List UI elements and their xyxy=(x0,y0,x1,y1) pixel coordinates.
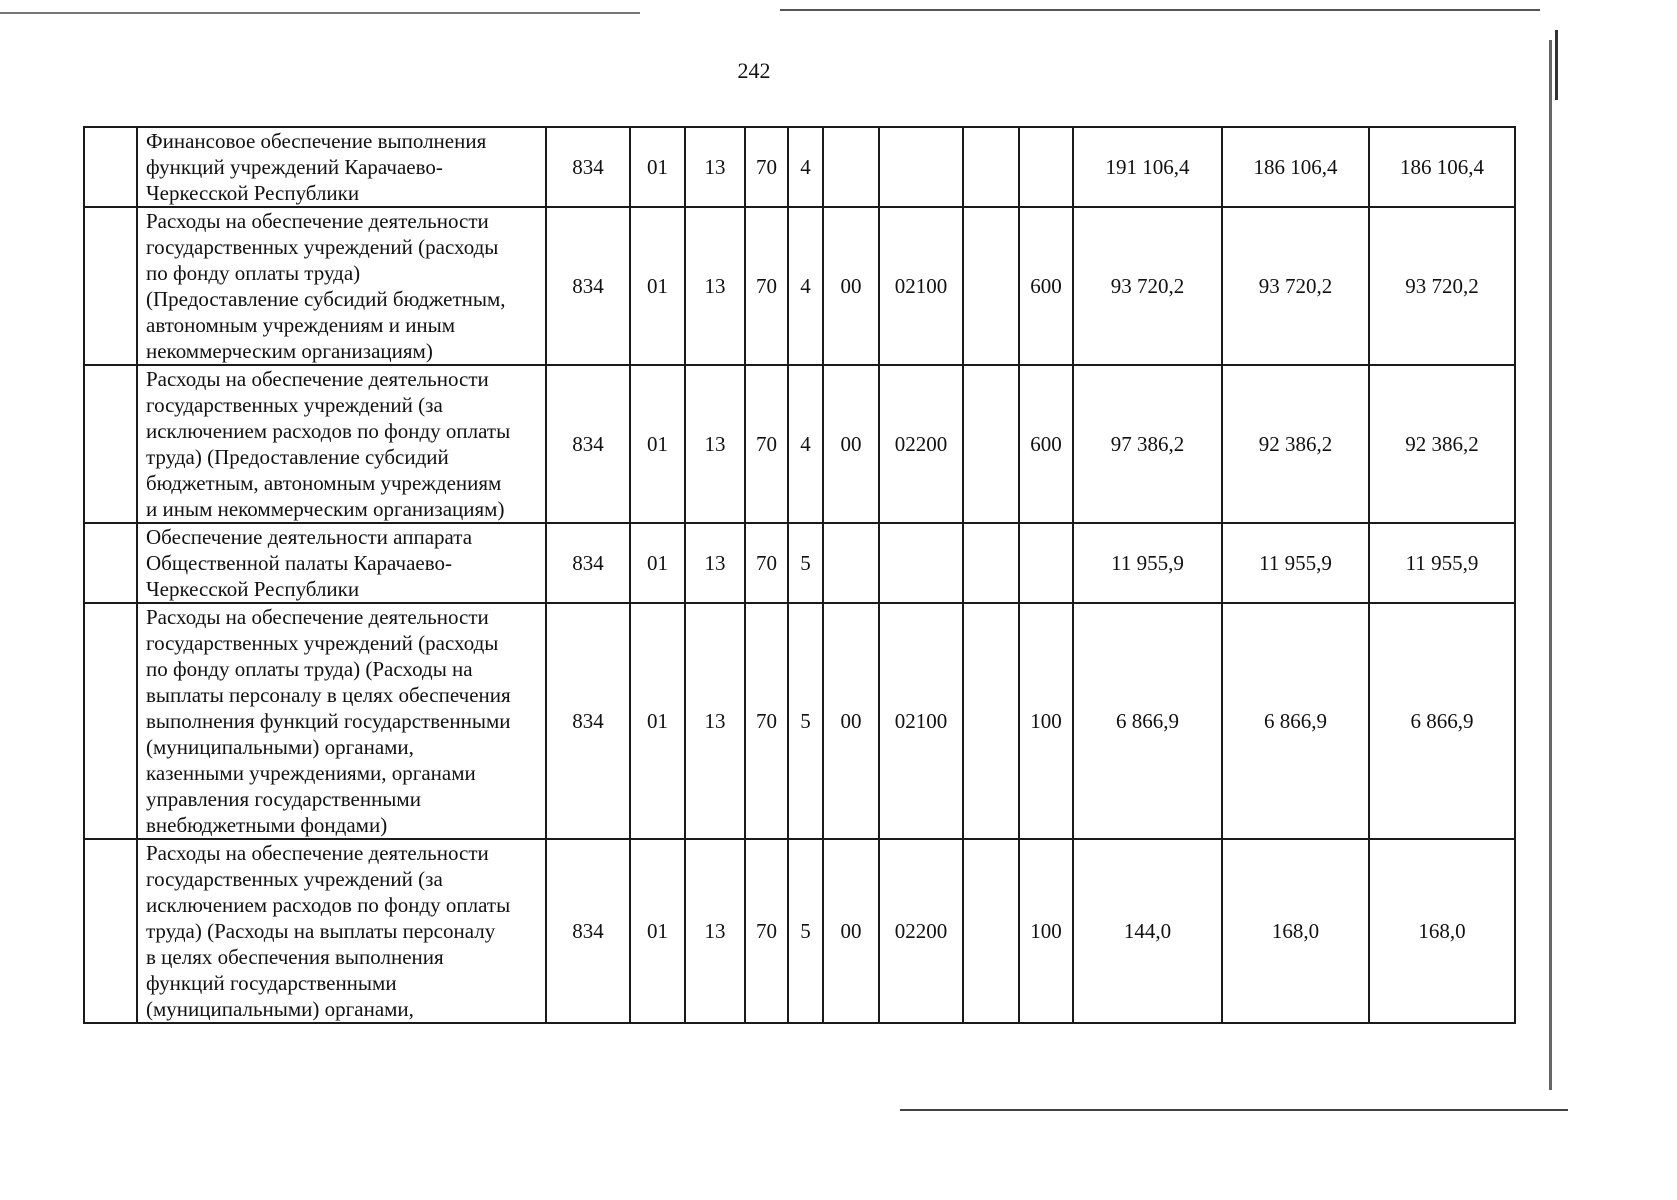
scan-artifact-line xyxy=(900,1109,1568,1111)
amount-year-1-cell: 93 720,2 xyxy=(1073,207,1222,365)
description-line: управления государственными xyxy=(146,787,421,811)
description-line: (муниципальными) органами, xyxy=(146,997,414,1021)
direction-code-cell: 02200 xyxy=(879,365,963,523)
direction-code-cell: 02100 xyxy=(879,207,963,365)
scan-artifact-line xyxy=(1549,40,1552,1090)
amount-year-1-cell: 144,0 xyxy=(1073,839,1222,1023)
description-line: Расходы на обеспечение деятельности xyxy=(146,841,489,865)
expense-type-code-cell: 100 xyxy=(1019,603,1073,839)
description-line: государственных учреждений (расходы xyxy=(146,235,499,259)
description-cell xyxy=(137,603,546,839)
program-code-cell: 70 xyxy=(745,127,788,207)
subprogram-code-cell: 4 xyxy=(788,365,823,523)
description-line: некоммерческим организациям) xyxy=(146,339,433,363)
amount-year-1-cell: 11 955,9 xyxy=(1073,523,1222,603)
subprogram-code-cell: 5 xyxy=(788,839,823,1023)
amount-year-3-cell: 92 386,2 xyxy=(1369,365,1515,523)
expense-type-code-cell: 600 xyxy=(1019,365,1073,523)
program-code-cell: 70 xyxy=(745,207,788,365)
subsection-code-cell: 13 xyxy=(685,127,745,207)
section-code-cell: 01 xyxy=(630,523,685,603)
section-code-cell: 01 xyxy=(630,365,685,523)
subsection-code-cell: 13 xyxy=(685,523,745,603)
amount-year-3-cell: 6 866,9 xyxy=(1369,603,1515,839)
expense-type-code-cell: 100 xyxy=(1019,839,1073,1023)
direction-code-cell: 02200 xyxy=(879,839,963,1023)
subsection-code-cell: 13 xyxy=(685,603,745,839)
table-row xyxy=(84,523,1515,603)
amount-year-2-cell: 11 955,9 xyxy=(1222,523,1369,603)
main-event-code-cell xyxy=(823,523,879,603)
extra-code-cell xyxy=(963,603,1019,839)
direction-code-cell: 02100 xyxy=(879,603,963,839)
extra-code-cell xyxy=(963,365,1019,523)
description-line: исключением расходов по фонду оплаты xyxy=(146,893,511,917)
amount-year-2-cell: 93 720,2 xyxy=(1222,207,1369,365)
program-code-cell: 70 xyxy=(745,523,788,603)
description-line: государственных учреждений (за xyxy=(146,867,443,891)
description-line: казенными учреждениями, органами xyxy=(146,761,476,785)
description-line: и иным некоммерческим организациям) xyxy=(146,497,505,521)
section-code-cell: 01 xyxy=(630,603,685,839)
amount-year-2-cell: 168,0 xyxy=(1222,839,1369,1023)
amount-year-3-cell: 11 955,9 xyxy=(1369,523,1515,603)
description-line: (муниципальными) органами, xyxy=(146,735,414,759)
scan-artifact-line xyxy=(1555,30,1558,100)
section-code-cell: 01 xyxy=(630,127,685,207)
subsection-code-cell: 13 xyxy=(685,207,745,365)
description-line: труда) (Предоставление субсидий xyxy=(146,445,449,469)
subprogram-code-cell: 4 xyxy=(788,207,823,365)
table-row xyxy=(84,839,1515,1023)
row-number-cell xyxy=(84,603,137,839)
extra-code-cell xyxy=(963,839,1019,1023)
ministry-code-cell: 834 xyxy=(546,603,630,839)
description-line: бюджетным, автономным учреждениям xyxy=(146,471,502,495)
section-code-cell: 01 xyxy=(630,207,685,365)
description-line: Общественной палаты Карачаево- xyxy=(146,551,452,575)
description-line: в целях обеспечения выполнения xyxy=(146,945,444,969)
amount-year-2-cell: 6 866,9 xyxy=(1222,603,1369,839)
subsection-code-cell: 13 xyxy=(685,839,745,1023)
description-line: выплаты персоналу в целях обеспечения xyxy=(146,683,511,707)
subsection-code-cell: 13 xyxy=(685,365,745,523)
table-body xyxy=(84,127,1515,1023)
expense-type-code-cell: 600 xyxy=(1019,207,1073,365)
description-line: по фонду оплаты труда) xyxy=(146,261,361,285)
amount-year-1-cell: 6 866,9 xyxy=(1073,603,1222,839)
ministry-code-cell: 834 xyxy=(546,839,630,1023)
table-row xyxy=(84,365,1515,523)
table-row xyxy=(84,603,1515,839)
description-cell xyxy=(137,839,546,1023)
expense-type-code-cell xyxy=(1019,523,1073,603)
description-line: Черкесской Республики xyxy=(146,577,360,601)
description-line: труда) (Расходы на выплаты персоналу xyxy=(146,919,496,943)
description-line: Финансовое обеспечение выполнения xyxy=(146,129,487,153)
description-cell xyxy=(137,127,546,207)
description-cell xyxy=(137,207,546,365)
description-line: государственных учреждений (расходы xyxy=(146,631,499,655)
row-number-cell xyxy=(84,523,137,603)
description-line: Расходы на обеспечение деятельности xyxy=(146,605,489,629)
amount-year-2-cell: 92 386,2 xyxy=(1222,365,1369,523)
subprogram-code-cell: 5 xyxy=(788,603,823,839)
amount-year-1-cell: 97 386,2 xyxy=(1073,365,1222,523)
program-code-cell: 70 xyxy=(745,839,788,1023)
description-line: Расходы на обеспечение деятельности xyxy=(146,367,489,391)
main-event-code-cell: 00 xyxy=(823,207,879,365)
description-line: выполнения функций государственными xyxy=(146,709,511,733)
description-line: функций государственными xyxy=(146,971,397,995)
amount-year-2-cell: 186 106,4 xyxy=(1222,127,1369,207)
main-event-code-cell: 00 xyxy=(823,603,879,839)
program-code-cell: 70 xyxy=(745,603,788,839)
ministry-code-cell: 834 xyxy=(546,523,630,603)
scan-artifact-line xyxy=(0,12,640,14)
extra-code-cell xyxy=(963,127,1019,207)
amount-year-3-cell: 168,0 xyxy=(1369,839,1515,1023)
extra-code-cell xyxy=(963,523,1019,603)
row-number-cell xyxy=(84,839,137,1023)
direction-code-cell xyxy=(879,523,963,603)
row-number-cell xyxy=(84,365,137,523)
description-line: (Предоставление субсидий бюджетным, xyxy=(146,287,506,311)
amount-year-3-cell: 93 720,2 xyxy=(1369,207,1515,365)
table-row xyxy=(84,207,1515,365)
description-line: автономным учреждениям и иным xyxy=(146,313,456,337)
main-event-code-cell: 00 xyxy=(823,839,879,1023)
amount-year-3-cell: 186 106,4 xyxy=(1369,127,1515,207)
direction-code-cell xyxy=(879,127,963,207)
description-line: Черкесской Республики xyxy=(146,181,360,205)
ministry-code-cell: 834 xyxy=(546,127,630,207)
description-line: Расходы на обеспечение деятельности xyxy=(146,209,489,233)
description-cell xyxy=(137,523,546,603)
subprogram-code-cell: 4 xyxy=(788,127,823,207)
description-cell xyxy=(137,365,546,523)
section-code-cell: 01 xyxy=(630,839,685,1023)
description-line: исключением расходов по фонду оплаты xyxy=(146,419,511,443)
row-number-cell xyxy=(84,207,137,365)
main-event-code-cell xyxy=(823,127,879,207)
main-event-code-cell: 00 xyxy=(823,365,879,523)
ministry-code-cell: 834 xyxy=(546,365,630,523)
page-number: 242 xyxy=(737,58,771,83)
description-line: внебюджетными фондами) xyxy=(146,813,388,837)
expense-type-code-cell xyxy=(1019,127,1073,207)
description-line: функций учреждений Карачаево- xyxy=(146,155,443,179)
budget-table xyxy=(83,126,1516,1024)
extra-code-cell xyxy=(963,207,1019,365)
ministry-code-cell: 834 xyxy=(546,207,630,365)
scan-artifact-line xyxy=(780,9,1540,11)
subprogram-code-cell: 5 xyxy=(788,523,823,603)
row-number-cell xyxy=(84,127,137,207)
program-code-cell: 70 xyxy=(745,365,788,523)
description-line: государственных учреждений (за xyxy=(146,393,443,417)
table-row xyxy=(84,127,1515,207)
description-line: по фонду оплаты труда) (Расходы на xyxy=(146,657,473,681)
amount-year-1-cell: 191 106,4 xyxy=(1073,127,1222,207)
description-line: Обеспечение деятельности аппарата xyxy=(146,525,473,549)
